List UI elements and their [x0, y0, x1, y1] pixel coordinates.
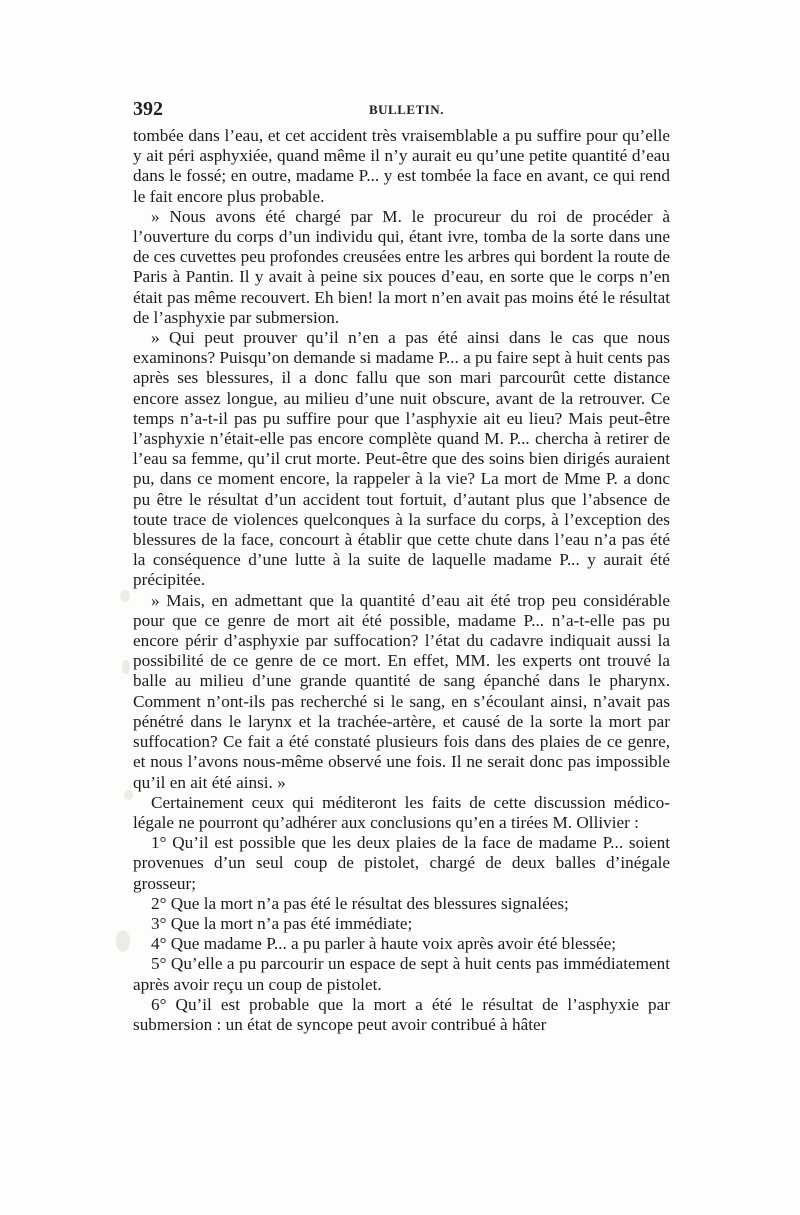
paragraph-continuation: tombée dans l’eau, et cet accident très vraisemblable a pu suffire pour qu’elle y ait péri asphyxiée, quand même il n’y aurait eu qu’une petite quantité d’eau dans le fossé; en outre, madame P... y est tombée la face en avant, ce qui rend le fait encore plus probable.	[133, 126, 670, 206]
conclusion-item-4: 4° Que madame P... a pu parler à haute voix après avoir été blessée;	[151, 934, 617, 954]
conclusion-item-1: 1° Qu’il est possible que les deux plaies de la face de madame P... soient provenues d’un seul coup de pistolet, chargé de deux balles d’inégale grosseur;	[133, 833, 670, 893]
paragraph-conclusion-intro: Certainement ceux qui méditeront les faits de cette discussion médico-légale ne pourront qu’adhérer aux conclusions qu’en a tirées M. Ollivier :	[133, 792, 670, 832]
paper-speck	[116, 930, 130, 952]
page-number: 392	[133, 98, 163, 120]
paragraph-quote-3: » Mais, en admettant que la quantité d’eau ait été trop peu considérable pour que ce genre de mort ait été possible, madame P... n’a-t-elle pas pu encore périr d’asphyxie par suffocation? l’état du cadavre indiquait aussi la possibilité de ce genre de ce mort. En effet, MM. les experts ont trouvé la balle au milieu d’une grande quantité de sang épanché dans le pharynx. Comment n’ont-ils pas recherché si le sang, en s’écoulant ainsi, n’avait pas pénétré dans le larynx et la trachée-artère, et causé de la sorte la mort par suffocation? Ce fait a été constaté plusieurs fois dans des plaies de ce genre, et nous l’avons nous-même observé une fois. Il ne serait donc pas impossible qu’il en ait été ainsi. »	[133, 590, 670, 792]
paragraph-quote-2: » Qui peut prouver qu’il n’en a pas été ainsi dans le cas que nous examinons? Puisqu’on demande si madame P... a pu faire sept à huit cents pas après ses blessures, il a donc fallu que son mari parcourût cette distance encore assez longue, au milieu d’une nuit obscure, avant de la retrouver. Ce temps n’a-t-il pas pu suffire pour que l’asphyxie ait eu lieu? Mais peut-être l’asphyxie n’était-elle pas encore complète quand M. P... chercha à retirer de l’eau sa femme, qu’il crut morte. Peut-être que des soins bien dirigés auraient pu, dans ce moment encore, la rappeler à la vie? La mort de Mme P. a donc pu être le résultat d’un accident tout fortuit, d’autant plus que l’absence de toute trace de violences quelconques à la surface du corps, à l’exception des blessures de la face, concourt à établir que cette chute dans l’eau n’a pas été la conséquence d’une lutte à la suite de laquelle madame P... y aurait été précipitée.	[133, 328, 670, 590]
conclusion-item-5: 5° Qu’elle a pu parcourir un espace de sept à huit cents pas immédiatement après avoir reçu un coup de pistolet.	[133, 954, 670, 994]
paper-speck	[122, 660, 130, 674]
body-text	[133, 126, 670, 1035]
paper-speck	[120, 590, 130, 602]
page-header	[133, 98, 670, 124]
paper-speck	[124, 790, 133, 800]
running-title: BULLETIN.	[369, 102, 444, 117]
conclusion-item-3: 3° Que la mort n’a pas été immédiate;	[151, 913, 413, 933]
paragraph-quote-1: » Nous avons été chargé par M. le procureur du roi de procéder à l’ouverture du corps d’un individu qui, étant ivre, tomba de la sorte dans une de ces cuvettes peu profondes creusées entre les arbres qui bordent la route de Paris à Pantin. Il y avait à peine six pouces d’eau, en sorte que le corps n’en était pas même recouvert. Eh bien! la mort n’en avait pas moins été le résultat de l’asphyxie par submersion.	[133, 206, 670, 327]
conclusion-item-2: 2° Que la mort n’a pas été le résultat des blessures signalées;	[151, 893, 569, 913]
conclusion-item-6: 6° Qu’il est probable que la mort a été le résultat de l’asphyxie par submersion : un état de syncope peut avoir contribué à hâter	[133, 994, 670, 1034]
